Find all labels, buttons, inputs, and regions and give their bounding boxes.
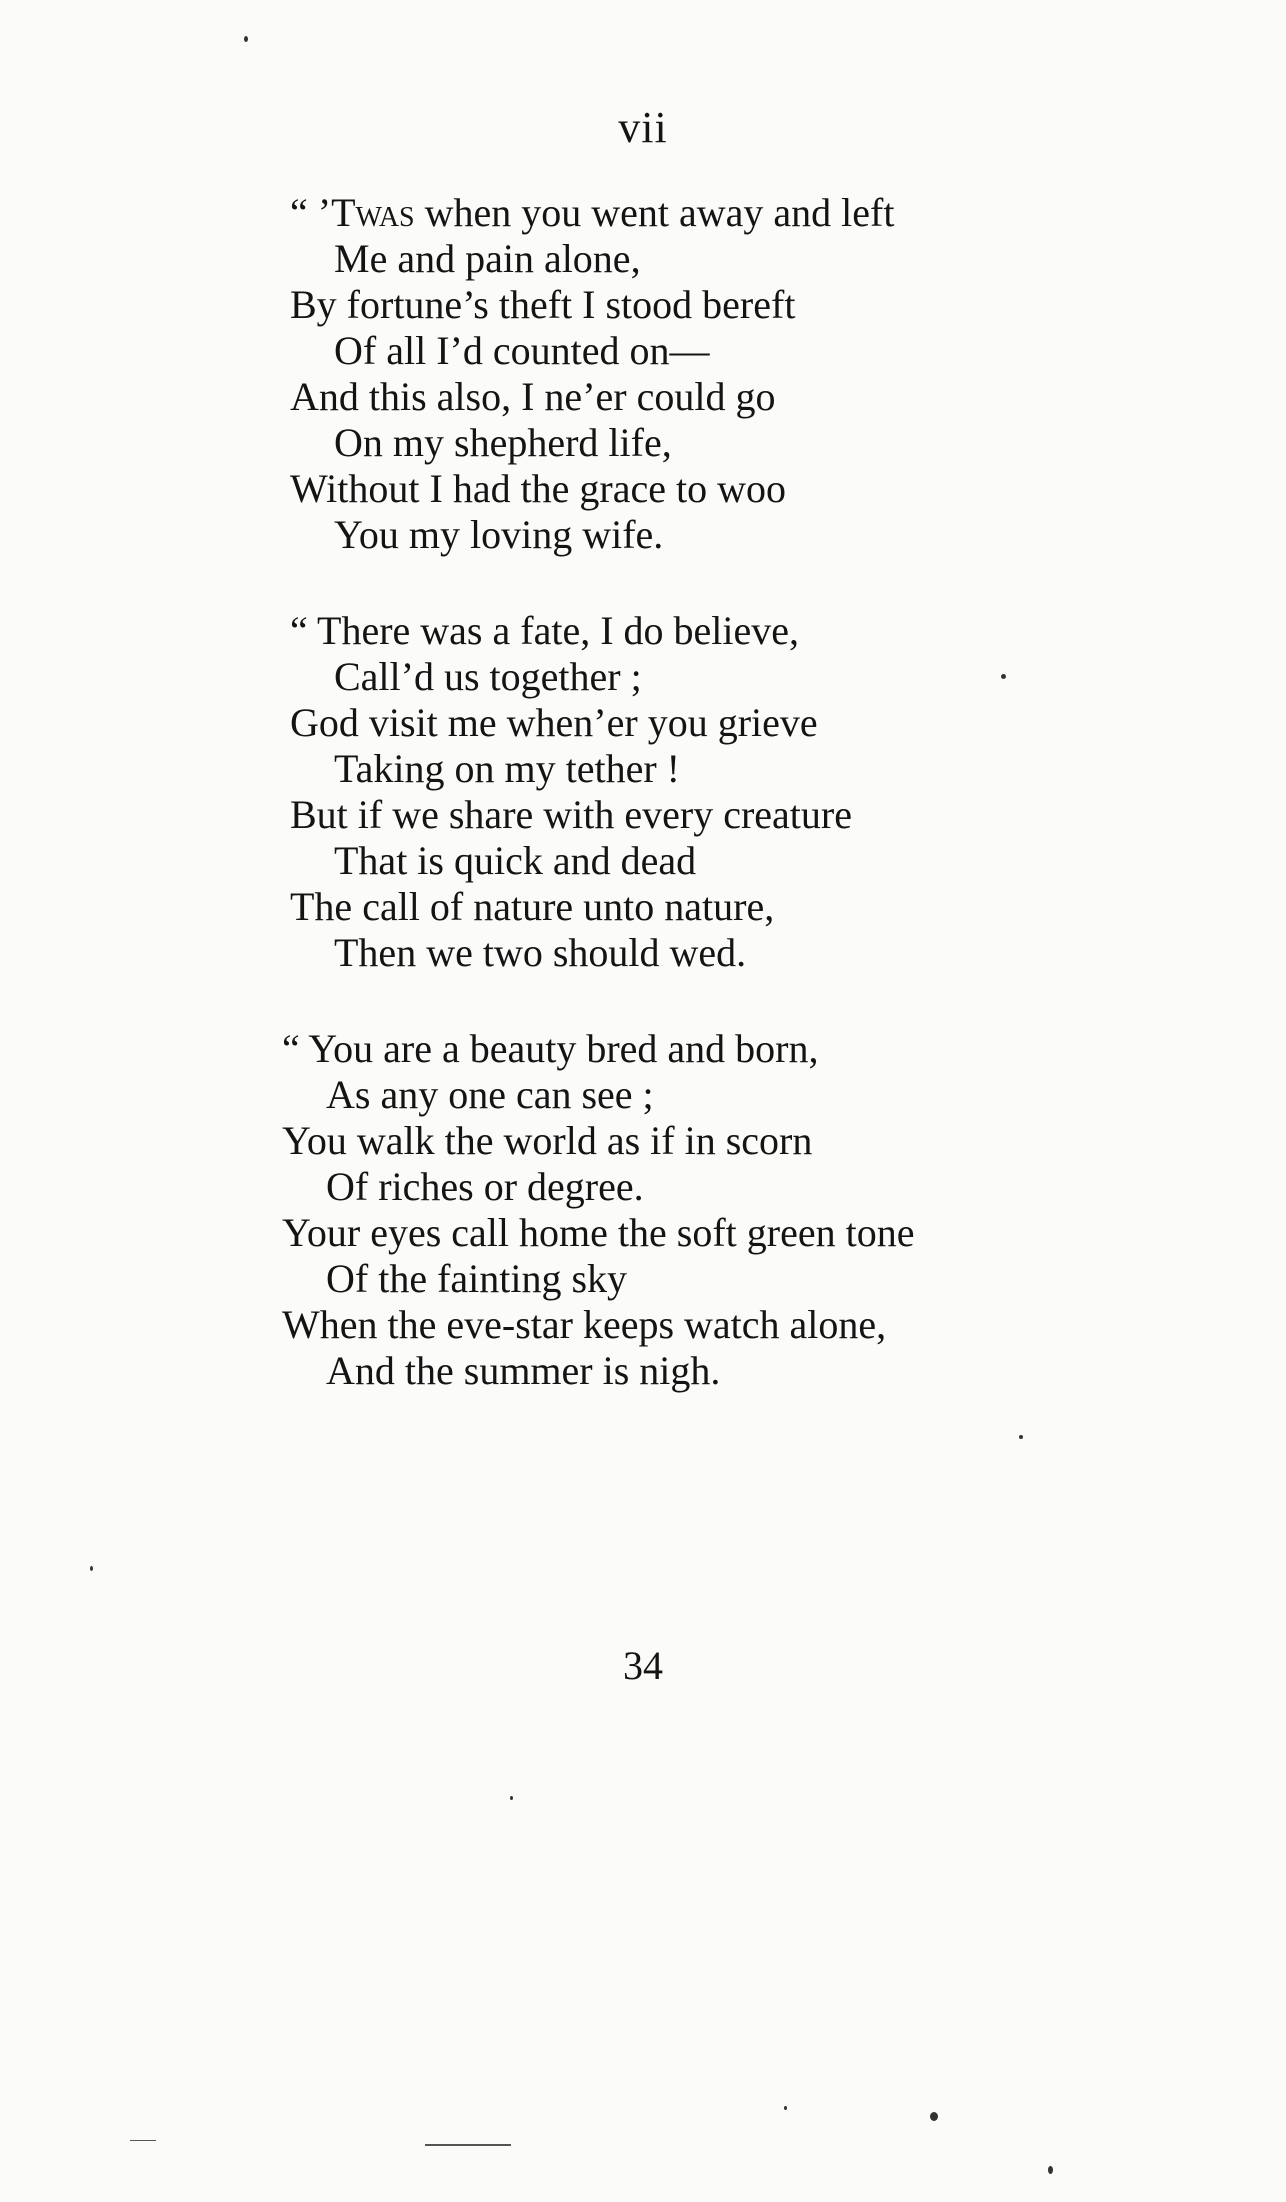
scan-mark	[425, 2144, 511, 2146]
poem-line: Of the fainting sky	[326, 1256, 628, 1301]
poem-line: When the eve-star keeps watch alone,	[282, 1302, 887, 1347]
poem-line: On my shepherd life,	[334, 420, 672, 465]
scan-speck	[244, 36, 248, 42]
poem-line: “ You are a beauty bred and born,	[282, 1026, 819, 1071]
poem-line: Then we two should wed.	[334, 930, 747, 975]
poem-line: You my loving wife.	[334, 512, 664, 557]
stanza-3	[282, 1026, 1090, 1394]
poem-line	[290, 190, 1090, 236]
small-caps-word: Twas	[331, 190, 415, 235]
poem-line: As any one can see ;	[326, 1072, 654, 1117]
poem-line: Me and pain alone,	[334, 236, 641, 281]
poem-line: Of all I’d counted on—	[334, 328, 710, 373]
poem-line: The call of nature unto nature,	[290, 884, 775, 929]
poem-line: That is quick and dead	[334, 838, 697, 883]
stanza-1	[290, 190, 1090, 558]
line-remainder: when you went away and left	[414, 190, 895, 235]
scan-speck	[930, 2112, 938, 2121]
section-number: vii	[618, 103, 668, 152]
poem-line: By fortune’s theft I stood bereft	[290, 282, 796, 327]
scan-speck	[1048, 2166, 1053, 2174]
scan-speck	[784, 2106, 787, 2110]
poem-line: You walk the world as if in scorn	[282, 1118, 813, 1163]
page-number: 34	[623, 1643, 663, 1688]
poem-line: Taking on my tether !	[334, 746, 680, 791]
scan-speck	[1019, 1435, 1023, 1439]
poem-line: “ There was a fate, I do believe,	[290, 608, 800, 653]
poem-line: And the summer is nigh.	[326, 1348, 721, 1393]
poem-line: Without I had the grace to woo	[290, 466, 787, 511]
poem-line: Of riches or degree.	[326, 1164, 644, 1209]
scan-speck	[510, 1796, 513, 1800]
scan-speck	[1001, 674, 1006, 679]
stanza-2	[290, 608, 1090, 976]
poem-line: But if we share with every creature	[290, 792, 852, 837]
poem-line: Your eyes call home the soft green tone	[282, 1210, 915, 1255]
poem	[282, 190, 1090, 1444]
poem-line: Call’d us together ;	[334, 654, 642, 699]
poem-line: God visit me when’er you grieve	[290, 700, 818, 745]
scan-speck	[90, 1566, 93, 1571]
scan-mark	[130, 2140, 156, 2141]
poem-line: And this also, I ne’er could go	[290, 374, 776, 419]
opening-quote: “ ’	[290, 190, 332, 235]
